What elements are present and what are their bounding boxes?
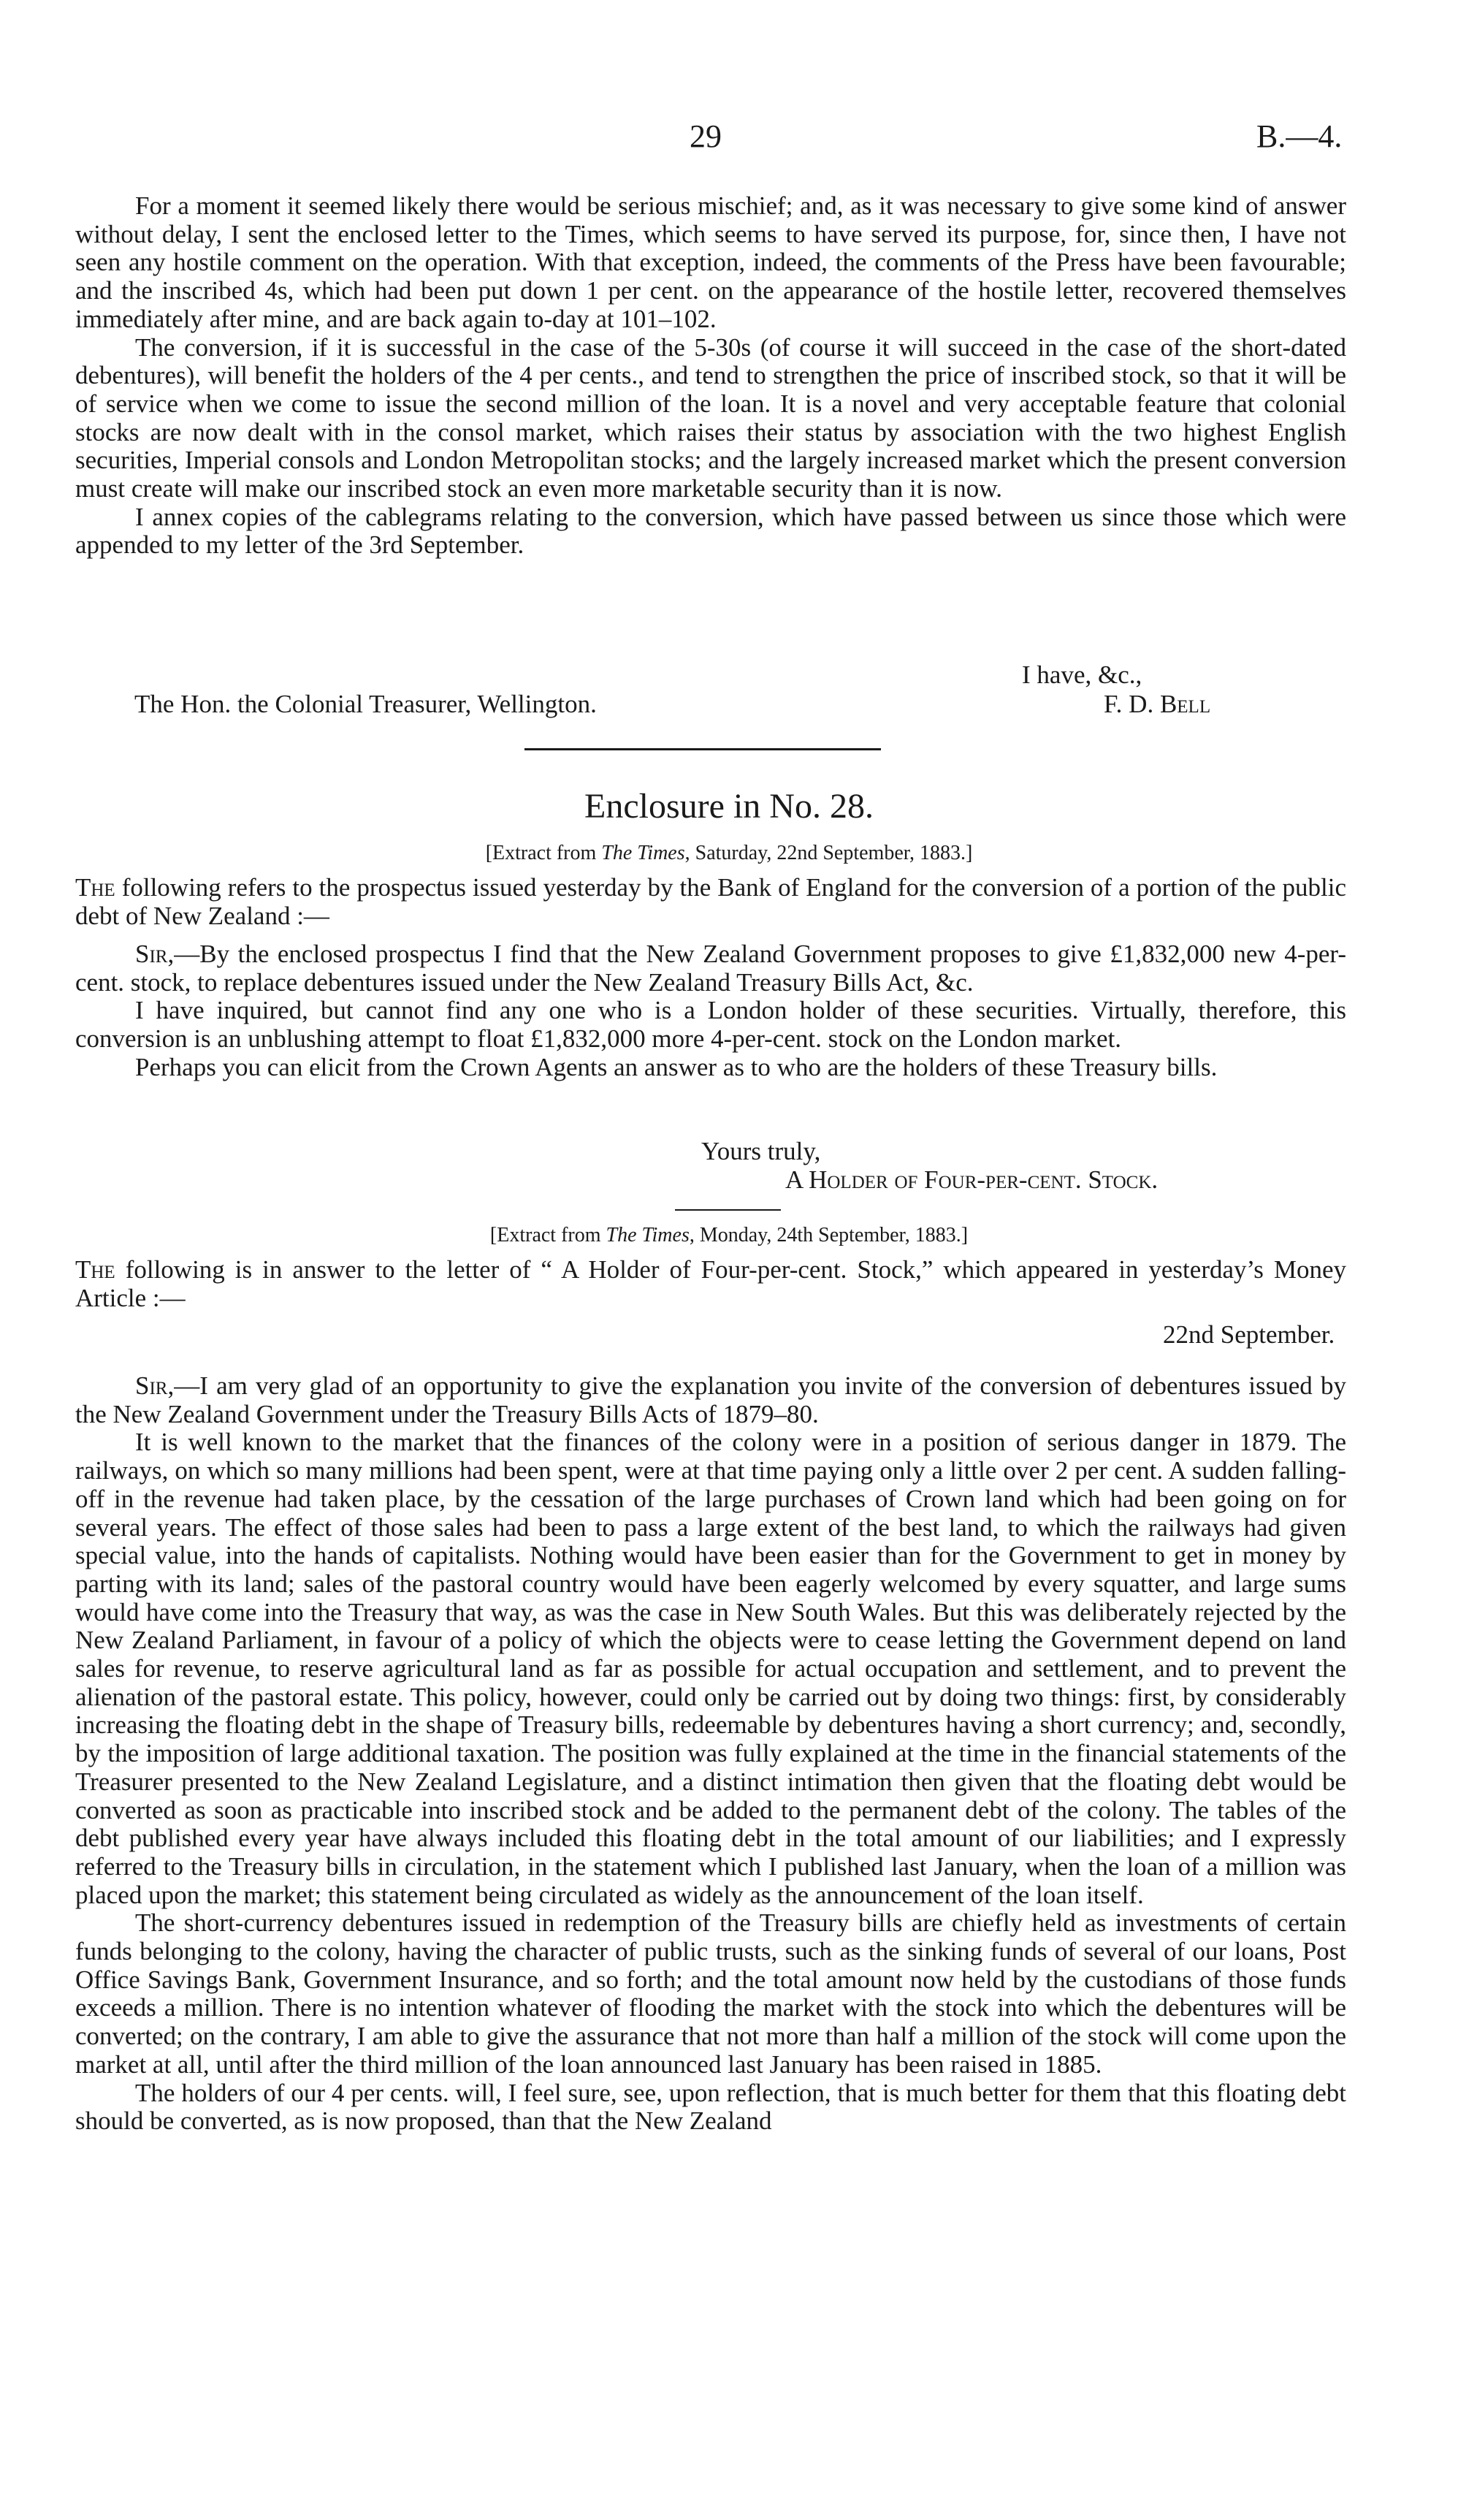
letter-signature: F. D. Bell bbox=[1104, 690, 1211, 718]
extract-2-paragraph-3: The short-currency debentures issued in redemption of the Treasury bills are chiefly held as investments of certain funds belonging to the colony, having the character of public trusts, such as the sinking funds of several of our loans, Post Office Savings Bank, Government Insurance, and so forth; and the total amount now held by the custodians of those funds exceeds a million. There is no intention whatever of flooding the market with the stock into which the debentures will be converted; on the contrary, I am able to give the assurance that not more than half a million of the stock will come upon the market at all, until after the third million of the loan announced last January has been raised in 1885. bbox=[75, 1908, 1346, 2079]
extract-1-salutation: Sir, bbox=[135, 940, 175, 968]
extract-2-date: 22nd September. bbox=[1163, 1320, 1335, 1349]
page-number: 29 bbox=[690, 118, 722, 154]
letter-closing: I have, &c., bbox=[1022, 661, 1142, 689]
extract-2-body bbox=[75, 1372, 1346, 2136]
extract-2-intro-lead: The bbox=[75, 1255, 115, 1284]
letter-paragraph-1: For a moment it seemed likely there would be serious mischief; and, as it was necessary to give some kind of answer without delay, I sent the enclosed letter to the Times, which seems to have served its purpose, for, since then, I have not seen any hostile comment on the operation. With that exception, indeed, the comments of the Press have been favourable; and the inscribed 4s, which had been put down 1 per cent. on the appearance of the hostile letter, recovered themselves immediately after mine, and are back again to-day at 101–102. bbox=[75, 191, 1346, 333]
extract-1-signature: A Holder of Four-per-cent. Stock. bbox=[785, 1165, 1159, 1194]
section-divider bbox=[524, 748, 881, 750]
extract-1-paragraph-2: I have inquired, but cannot find any one who is a London holder of these securities. Virtually, therefore, this conversion is an unblushing attempt to float £1,832,000 more 4-per-cent. stock on the London market. bbox=[75, 996, 1346, 1054]
extract-1-body bbox=[75, 940, 1346, 1082]
document-reference: B.—4. bbox=[1256, 118, 1343, 154]
extract-2-paragraph-2: It is well known to the market that the finances of the colony were in a position of serious danger in 1879. The railways, on which so many millions had been spent, were at that time paying only a little over 2 per cent. A sudden falling-off in the revenue had taken place, by the cessation of the large purchases of Crown land which had been going on for several years. The effect of those sales had been to pass a large extent of the best land, to which the railways had given special value, into the hands of capitalists. Nothing would have been easier than for the Government to get in money by parting with its land; sales of the pastoral country would have been eagerly welcomed by every squatter, and large sums would have come into the Treasury that way, as was the case in New South Wales. But this was deliberately rejected by the New Zealand Parliament, in favour of a policy of which the objects were to cease letting the Government depend on land sales for revenue, to reserve agricultural land as far as possible for actual occupation and settlement, and to prevent the alienation of the pastoral estate. This policy, however, could only be carried out by doing two things: first, by considerably increasing the floating debt in the shape of Treasury bills, redeemable by debentures having a short currency; and, secondly, by the imposition of large additional taxation. The position was fully explained at the time in the financial statements of the Treasurer presented to the New Zealand Legislature, and a distinct intimation then given that the floating debt would be converted as soon as practicable into inscribed stock and be added to the permanent debt of the colony. The tables of the debt published every year have always included this floating debt in the total amount of our liabilities; and I expressly referred to the Treasury bills in circulation, in the statement which I published last January, when the loan of a million was placed upon the market; this statement being circulated as widely as the announcement of the loan itself. bbox=[75, 1428, 1346, 1909]
letter-paragraph-3: I annex copies of the cablegrams relating to the conversion, which have passed between us since those which were appended to my letter of the 3rd September. bbox=[75, 502, 1346, 560]
extract-1-caption bbox=[0, 841, 1458, 866]
extract-2-caption-suffix: , Monday, 24th September, 1883.] bbox=[689, 1224, 969, 1246]
extract-2-intro bbox=[75, 1256, 1346, 1312]
extract-1-intro bbox=[75, 874, 1346, 930]
extract-1-intro-text: following refers to the prospectus issued yesterday by the Bank of England for the conversion of a portion of the public debt of New Zealand :— bbox=[75, 873, 1346, 930]
enclosure-title: Enclosure in No. 28. bbox=[584, 787, 874, 826]
extract-2-salutation: Sir, bbox=[135, 1371, 175, 1400]
letter-addressee: The Hon. the Colonial Treasurer, Wellington. bbox=[134, 690, 597, 718]
letter-paragraph-2: The conversion, if it is successful in the case of the 5-30s (of course it will succeed in the case of the short-dated debentures), will benefit the holders of the 4 per cents., and tend to strengthen the price of inscribed stock, so that it will be of service when we come to issue the second million of the loan. It is a novel and very acceptable feature that colonial stocks are now dealt with in the consol market, which raises their status by association with the two highest English securities, Imperial consols and London Metropolitan stocks; and the largely increased market which the present conversion must create will make our inscribed stock an even more marketable security than it is now. bbox=[75, 332, 1346, 503]
extract-1-closing: Yours truly, bbox=[701, 1137, 821, 1165]
extract-1-intro-lead: The bbox=[75, 873, 115, 902]
extract-1-paragraph-1: —By the enclosed prospectus I find that the New Zealand Government proposes to give £1,832,000 new 4-per-cent. stock, to replace debentures issued under the New Zealand Treasury Bills Act, &c. bbox=[75, 940, 1346, 997]
extract-1-caption-prefix: [Extract from bbox=[485, 842, 602, 864]
extract-2-intro-text: following is in answer to the letter of “ A Holder of Four-per-cent. Stock,” which appeared in yesterday’s Money Article :— bbox=[75, 1255, 1346, 1312]
letter-body bbox=[75, 192, 1346, 560]
extract-2-paragraph-1: —I am very glad of an opportunity to give the explanation you invite of the conversion of debentures issued by the New Zealand Government under the Treasury Bills Acts of 1879–80. bbox=[75, 1371, 1346, 1428]
extract-1-caption-source: The Times bbox=[601, 842, 685, 864]
extract-1-paragraph-3: Perhaps you can elicit from the Crown Agents an answer as to who are the holders of these Treasury bills. bbox=[135, 1052, 1218, 1081]
extract-2-caption bbox=[0, 1223, 1458, 1248]
extract-1-caption-suffix: , Saturday, 22nd September, 1883.] bbox=[684, 842, 973, 864]
extract-2-caption-source: The Times bbox=[606, 1224, 690, 1246]
extract-2-caption-prefix: [Extract from bbox=[489, 1224, 606, 1246]
short-divider bbox=[675, 1209, 781, 1211]
extract-2-paragraph-4: The holders of our 4 per cents. will, I feel sure, see, upon reflection, that is much better for them that this floating debt should be converted, as is now proposed, than that the New Zealand bbox=[75, 2078, 1346, 2136]
